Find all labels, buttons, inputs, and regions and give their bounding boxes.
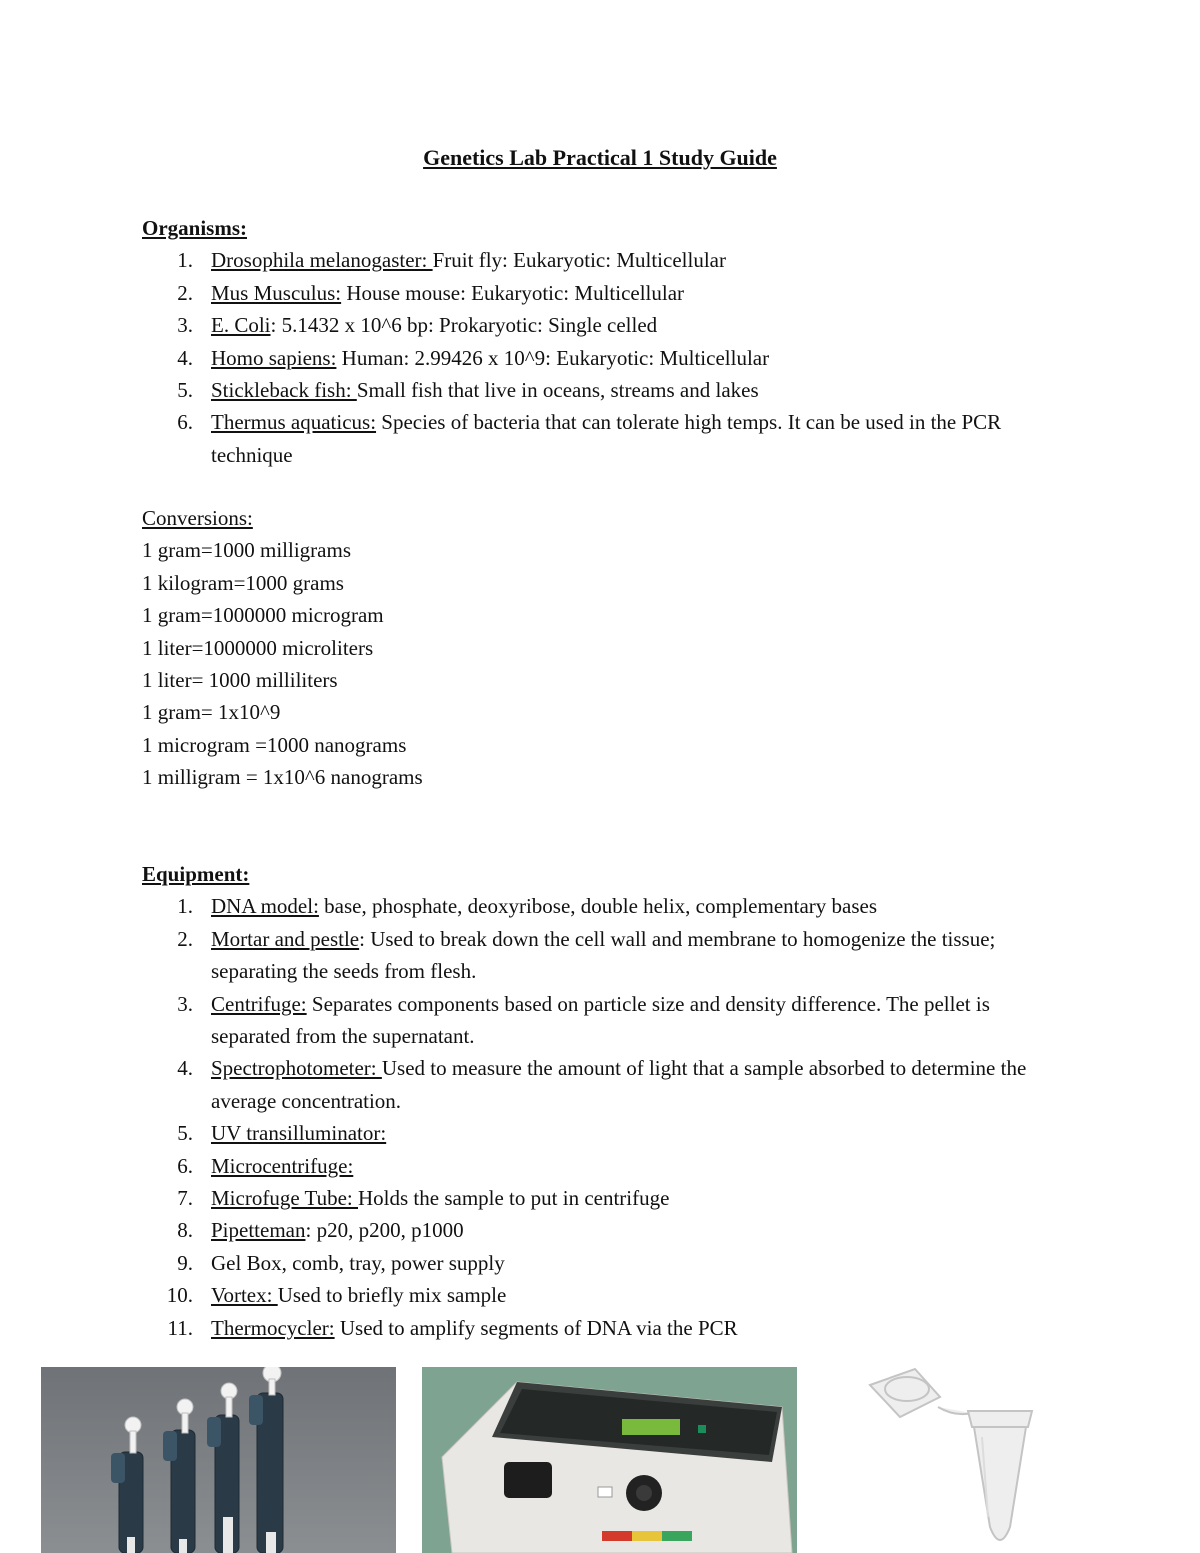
list-number: 6. [177,410,193,435]
organisms-item [142,406,1047,471]
list-number: 4. [177,1056,193,1081]
equipment-term: Thermocycler: [211,1315,335,1340]
equipment-term: Pipetteman [211,1218,306,1243]
equipment-description: : Used to break down the cell wall and membrane to homogenize the tissue; separating the seeds from flesh. [211,926,996,984]
list-number: 7. [177,1186,193,1211]
equipment-item [142,1117,1047,1149]
organisms-term: Homo sapiens: [211,345,337,370]
organisms-item [142,244,1047,276]
organisms-description: Fruit fly: Eukaryotic: Multicellular [432,248,726,273]
equipment-term: Microfuge Tube: [211,1186,358,1211]
list-number: 5. [177,1121,193,1146]
list-number: 2. [177,280,193,305]
conversion-line: 1 microgram =1000 nanograms [142,732,407,757]
equipment-item [142,1247,1047,1279]
conversion-line: 1 milligram = 1x10^6 nanograms [142,765,423,790]
list-number: 10. [166,1283,193,1308]
equipment-item [142,890,1047,922]
equipment-item [142,1279,1047,1311]
organisms-term: Mus Musculus: [211,280,342,305]
conversions-list [142,534,423,793]
microfuge-tube-photo [860,1367,1050,1553]
equipment-term: UV transilluminator: [211,1121,387,1146]
equipment-section [142,858,1047,1344]
conversion-line: 1 gram= 1x10^9 [142,700,281,725]
equipment-description: Used to briefly mix sample [277,1283,507,1308]
equipment-term: DNA model: [211,894,319,919]
equipment-heading: Equipment: [142,862,250,886]
list-number: 1. [177,248,193,273]
equipment-item [142,1052,1047,1117]
organisms-section [142,212,1047,471]
organisms-description: Small fish that live in oceans, streams and lakes [356,378,759,403]
list-number: 5. [177,378,193,403]
organisms-description: House mouse: Eukaryotic: Multicellular [341,280,685,305]
list-number: 11. [167,1315,193,1340]
equipment-item [142,988,1047,1053]
equipment-item [142,1214,1047,1246]
equipment-description: Used to measure the amount of light that a sample absorbed to determine the average concentration. [211,1056,1027,1113]
list-number: 6. [177,1153,193,1178]
conversion-line: 1 kilogram=1000 grams [142,570,344,595]
conversions-section [142,502,423,794]
equipment-term: Centrifuge: [211,991,307,1016]
list-number: 3. [177,313,193,338]
conversion-line: 1 gram=1000 milligrams [142,538,351,563]
organisms-item [142,277,1047,309]
organisms-description: Species of bacteria that can tolerate high temps. It can be used in the PCR technique [211,410,1002,467]
conversion-line: 1 liter= 1000 milliliters [142,668,338,693]
equipment-item [142,1150,1047,1182]
equipment-item [142,1182,1047,1214]
organisms-description: Human: 2.99426 x 10^9: Eukaryotic: Multicellular [336,345,770,370]
organisms-item [142,309,1047,341]
organisms-item [142,342,1047,374]
equipment-description: Separates components based on particle size and density difference. The pellet is separated from the supernatant. [211,991,990,1049]
equipment-item [142,923,1047,988]
organisms-term: Thermus aquaticus: [211,410,377,435]
organisms-term: Drosophila melanogaster: [211,248,433,273]
list-number: 3. [177,991,193,1016]
conversions-heading: Conversions: [142,506,253,530]
equipment-description: Gel Box, comb, tray, power supply [211,1250,505,1275]
equipment-description: : p20, p200, p1000 [305,1218,464,1243]
equipment-term: Mortar and pestle [211,926,360,951]
equipment-description: Holds the sample to put in centrifuge [358,1186,670,1211]
list-number: 4. [177,345,193,370]
organisms-item [142,374,1047,406]
equipment-term: Vortex: [211,1283,278,1308]
list-number: 2. [177,926,193,951]
organisms-list [142,244,1047,471]
equipment-description: Used to amplify segments of DNA via the PCR [334,1315,738,1340]
equipment-term: Microcentrifuge: [211,1153,354,1178]
equipment-item [142,1312,1047,1344]
equipment-term: Spectrophotometer: [211,1056,382,1081]
conversion-line: 1 gram=1000000 microgram [142,603,384,628]
equipment-list [142,890,1047,1344]
list-number: 1. [177,894,193,919]
organisms-heading: Organisms: [142,216,247,240]
organisms-description: : 5.1432 x 10^6 bp: Prokaryotic: Single celled [270,313,658,338]
equipment-description: base, phosphate, deoxyribose, double helix, complementary bases [318,894,878,919]
list-number: 9. [177,1250,193,1275]
spectrophotometer-photo [422,1367,797,1553]
conversion-line: 1 liter=1000000 microliters [142,635,374,660]
organisms-term: E. Coli [211,313,271,338]
pipettemen-photo [41,1367,396,1553]
list-number: 8. [177,1218,193,1243]
organisms-term: Stickleback fish: [211,378,357,403]
document-title: Genetics Lab Practical 1 Study Guide [423,145,777,170]
